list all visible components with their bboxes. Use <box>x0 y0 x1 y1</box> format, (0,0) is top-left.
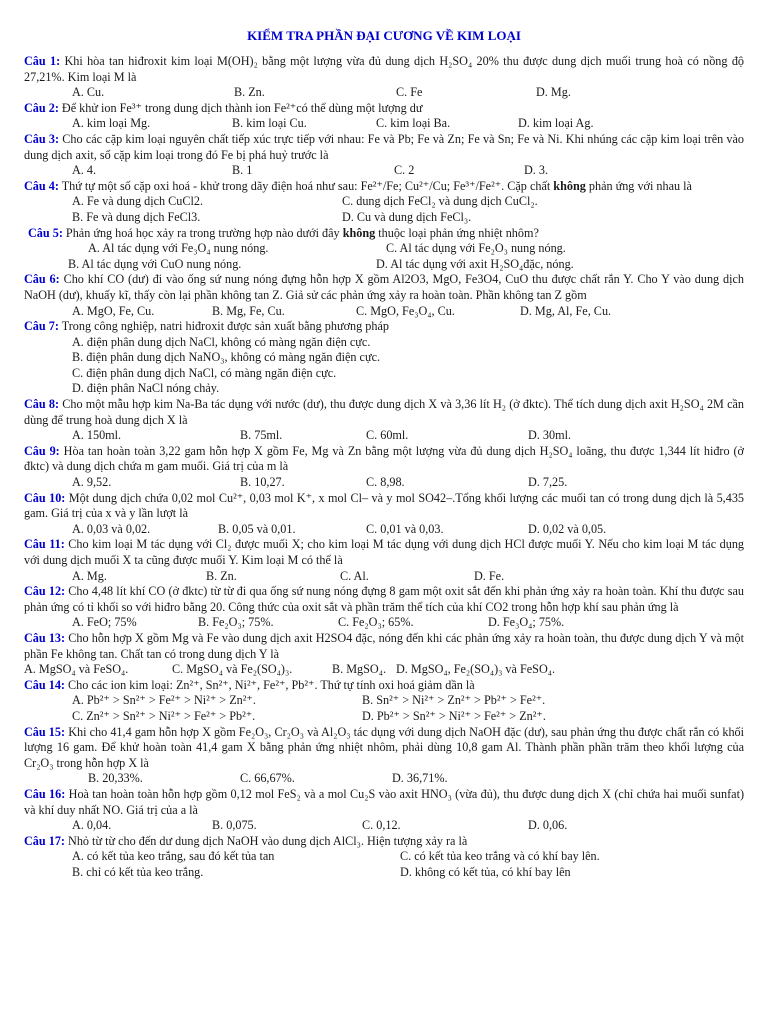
question-number: Câu 6: <box>24 272 60 287</box>
option-b[interactable]: B. Fe và dung dịch FeCl3. <box>72 209 201 224</box>
question-text: Cho hỗn hợp X gồm Mg và Fe vào dung dịch axit H2SO4 đặc, nóng đến khi các phản ứng xảy ra hoàn toàn, thu được dung dịch Y và một phần Fe không tan. Chất tan có trong dung dịch Y là <box>24 630 745 661</box>
option-b[interactable]: B. Sn²⁺ > Ni²⁺ > Zn²⁺ > Pb²⁺ > Fe²⁺. <box>362 693 546 708</box>
answer-options <box>24 304 744 320</box>
question-number: Câu 5: <box>28 225 63 240</box>
question-number: Câu 9: <box>24 443 60 458</box>
answer-options <box>24 194 744 210</box>
option-c[interactable]: C. có kết tủa keo trắng và có khí bay lên. <box>400 849 600 864</box>
answer-options <box>24 709 744 725</box>
question-16 <box>24 787 744 818</box>
option-c[interactable]: C. MgO, Fe₃O₄, Cu. <box>356 303 455 318</box>
question-4 <box>24 179 744 195</box>
option-a[interactable]: A. Cu. <box>72 85 105 100</box>
option-d[interactable]: D. điện phân NaCl nóng chảy. <box>72 381 220 396</box>
option-a[interactable]: A. 9,52. <box>72 475 112 490</box>
question-text: Cho 4,48 lít khí CO (ở đktc) từ từ đi qua ống sứ nung nóng đựng 8 gam một oxit sắt đến khi phản ứng xảy ra hoàn toàn. Khí thu được sau phản ứng có tỉ khối so với hiđro bằng 20. Công thức của oxit sắt và phần trăm thể tích của khí CO2 trong hỗn hợp khí sau phản ứng là <box>24 584 745 614</box>
option-b[interactable]: B. MgSO₄. <box>332 662 387 677</box>
option-d[interactable]: D. MgSO₄, Fe₂(SO₄)₃ và FeSO₄. <box>396 662 556 677</box>
option-a[interactable]: A. 0,03 và 0,02. <box>72 521 151 536</box>
question-13 <box>24 631 744 662</box>
option-b[interactable]: B. 20,33%. <box>88 771 143 786</box>
option-b[interactable]: B. kim loại Cu. <box>232 116 307 131</box>
question-text: Trong công nghiệp, natri hiđroxit được sản xuất bằng phương pháp <box>61 319 389 334</box>
option-b[interactable]: B. Zn. <box>234 85 265 100</box>
option-b[interactable]: B. 0,075. <box>212 818 257 833</box>
question-text: Hoà tan hoàn toàn hỗn hợp gồm 0,12 mol FeS₂ và a mol Cu₂S vào axit HNO₃ (vừa đủ), thu được dung dịch X (chỉ chứa hai muối sunfat) và khí duy nhất NO. Giá trị của a là <box>24 786 745 817</box>
question-text: Cho các cặp kim loại nguyên chất tiếp xúc trực tiếp với nhau: Fe và Pb; Fe và Zn; Fe và Sn; Fe và Ni. Khi nhúng các cặp kim loại trên vào dung dịch axit, số cặp kim loại trong đó Fe bị phá huỷ trước là <box>24 131 745 162</box>
question-text: Hòa tan hoàn toàn 3,22 gam hỗn hợp X gồm Fe, Mg và Zn bằng một lượng vừa đủ dung dịch H₂SO₄ loãng, thu được 1,344 lít hiđro (ở đktc) và dung dịch chứa m gam muối. Giá trị của m là <box>24 443 745 474</box>
answer-options <box>24 615 744 631</box>
option-a[interactable]: A. Al tác dụng với Fe₃O₄ nung nóng. <box>88 241 269 256</box>
question-number: Câu 12: <box>24 584 66 599</box>
option-b[interactable]: B. 10,27. <box>240 475 285 490</box>
question-text: Nhỏ từ từ cho đến dư dung dịch NaOH vào dung dịch AlCl₃. Hiện tượng xảy ra là <box>68 833 468 848</box>
answer-options <box>24 569 744 585</box>
answer-options <box>24 771 744 787</box>
question-number: Câu 16: <box>24 786 66 801</box>
option-b[interactable]: B. 1 <box>232 163 253 178</box>
option-d[interactable]: D. Al tác dụng với axit H₂SO₄đặc, nóng. <box>376 256 574 271</box>
answer-options <box>24 475 744 491</box>
question-text: Một dung dịch chứa 0,02 mol Cu²⁺, 0,03 mol K⁺, x mol Cl– và y mol SO42–.Tổng khối lượng các muối tan có trong dung dịch là 5,435 gam. Giá trị của x và y lần lượt là <box>24 490 745 521</box>
page-title: KIỂM TRA PHẦN ĐẠI CƯƠNG VỀ KIM LOẠI <box>247 28 521 43</box>
question-text: Khi cho 41,4 gam hỗn hợp X gồm Fe₂O₃, Cr₂O₃ và Al₂O₃ tác dụng với dung dịch NaOH đặc (dư), sau phản ứng thu được chất rắn có khối lượng 16 gam. Để khử hoàn toàn 41,4 gam X bằng phản ứng nhiệt nhôm, phải dùng 10,8 gam Al. Thành phần phần trăm theo khối lượng của Cr₂O₃ trong hỗn hợp X là <box>24 724 745 770</box>
option-c[interactable]: C. Fe₂O₃; 65%. <box>338 615 414 630</box>
option-d[interactable]: D. Mg. <box>536 85 571 100</box>
option-c[interactable]: C. Al tác dụng với Fe₂O₃ nung nóng. <box>386 241 566 256</box>
answer-options <box>24 865 744 881</box>
option-c[interactable]: C. điện phân dung dịch NaCl, có màng ngăn điện cực. <box>72 365 337 380</box>
option-c[interactable]: C. 60ml. <box>366 428 409 443</box>
question-8 <box>24 397 744 428</box>
question-number: Câu 3: <box>24 131 60 146</box>
option-a[interactable]: A. MgSO₄ và FeSO₄. <box>24 662 129 677</box>
answer-options <box>24 662 744 678</box>
option-d[interactable]: D. kim loại Ag. <box>518 116 594 131</box>
answer-options <box>24 241 744 257</box>
option-b[interactable]: B. điện phân dung dịch NaNO₃, không có màng ngăn điện cực. <box>72 350 381 365</box>
answer-options <box>24 85 744 101</box>
question-number: Câu 1: <box>24 54 61 68</box>
option-d[interactable]: D. không có kết tủa, có khí bay lên <box>400 864 571 879</box>
question-number: Câu 8: <box>24 397 60 412</box>
option-a[interactable]: A. 150ml. <box>72 428 122 443</box>
option-c[interactable]: C. 66,67%. <box>240 771 295 786</box>
option-d[interactable]: D. 7,25. <box>528 475 568 490</box>
option-c[interactable]: C. Fe <box>396 85 423 100</box>
option-b[interactable]: B. Mg, Fe, Cu. <box>212 303 285 318</box>
option-a[interactable]: A. kim loại Mg. <box>72 116 151 131</box>
option-c[interactable]: C. 2 <box>394 163 415 178</box>
question-number: Câu 15: <box>24 724 66 739</box>
question-6 <box>24 272 744 303</box>
option-d[interactable]: D. Fe. <box>474 568 505 583</box>
option-d[interactable]: D. 0,02 và 0,05. <box>528 521 607 536</box>
option-c[interactable]: C. dung dịch FeCl₂ và dung dịch CuCl₂. <box>342 194 538 209</box>
option-a[interactable]: A. 0,04. <box>72 818 112 833</box>
answer-options <box>24 818 744 834</box>
question-number: Câu 17: <box>24 833 65 848</box>
option-d[interactable]: D. Cu và dung dịch FeCl₃. <box>342 209 472 224</box>
question-number: Câu 2: <box>24 100 59 115</box>
question-text: Cho các ion kim loại: Zn²⁺, Sn²⁺, Ni²⁺, Fe²⁺, Pb²⁺. Thứ tự tính oxi hoá giảm dần là <box>68 677 475 692</box>
question-2 <box>24 101 744 117</box>
option-d[interactable]: D. 0,06. <box>528 818 568 833</box>
question-number: Câu 11: <box>24 537 65 552</box>
question-15 <box>24 725 744 772</box>
option-b[interactable]: B. chỉ có kết tủa keo trắng. <box>72 864 204 879</box>
answer-options <box>24 428 744 444</box>
option-c[interactable]: C. 8,98. <box>366 475 405 490</box>
question-14 <box>24 678 744 694</box>
option-a[interactable]: A. Pb²⁺ > Sn²⁺ > Fe²⁺ > Ni²⁺ > Zn²⁺. <box>72 693 256 708</box>
question-7 <box>24 319 744 335</box>
question-text: Thứ tự một số cặp oxi hoá - khử trong dãy điện hoá như sau: Fe²⁺/Fe; Cu²⁺/Cu; Fe³⁺/Fe²⁺. Cặp chất <box>61 178 554 193</box>
question-text: Cho kim loại M tác dụng với Cl₂ được muối X; cho kim loại M tác dụng với dung dịch HCl được muối Y. Nếu cho kim loại M tác dụng với dung dịch muối X ta cũng được muối Y. Kim loại M có thể là <box>24 537 745 567</box>
question-text-end: thuộc loại phản ứng nhiệt nhôm? <box>375 225 539 240</box>
question-number: Câu 7: <box>24 319 59 334</box>
question-12 <box>24 584 744 615</box>
question-3 <box>24 132 744 163</box>
question-11 <box>24 537 744 568</box>
option-c[interactable]: C. Al. <box>340 568 369 583</box>
option-a[interactable]: A. Fe và dung dịch CuCl2. <box>72 194 204 209</box>
option-d[interactable]: D. 3. <box>524 163 549 178</box>
option-d[interactable]: D. Mg, Al, Fe, Cu. <box>520 303 612 318</box>
question-text: Phản ứng hoá học xảy ra trong trường hợp nào dưới đây <box>65 225 343 240</box>
question-number: Câu 13: <box>24 630 66 645</box>
question-text: Cho khí CO (dư) đi vào ống sứ nung nóng đựng hỗn hợp X gồm Al2O3, MgO, Fe3O4, CuO thu được chất rắn Y. Cho Y vào dung dịch NaOH (dư), khuấy kĩ, thấy còn lại phần không tan Z. Giả sử các phản ứng xảy ra hoàn toàn. Phần không tan Z gồm <box>24 272 744 302</box>
question-text: Cho một mẫu hợp kim Na-Ba tác dụng với nước (dư), thu được dung dịch X và 3,36 lít H₂ (ở đktc). Thể tích dung dịch axit H₂SO₄ 2M cần dùng để trung hoà dung dịch X là <box>24 397 745 427</box>
option-b[interactable]: B. Fe₂O₃; 75%. <box>198 615 274 630</box>
question-number: Câu 4: <box>24 178 59 193</box>
option-c[interactable]: C. 0,12. <box>362 818 401 833</box>
question-9 <box>24 444 744 475</box>
question-text: Để khử ion Fe³⁺ trong dung dịch thành ion Fe²⁺có thể dùng một lượng dư <box>61 100 423 115</box>
emphasis-not: không <box>342 225 376 240</box>
option-d[interactable]: D. 36,71%. <box>392 771 448 786</box>
option-c[interactable]: C. MgSO₄ và Fe₂(SO₄)₃. <box>172 662 293 677</box>
question-10 <box>24 491 744 522</box>
answer-options <box>24 693 744 709</box>
option-b[interactable]: B. Al tác dụng với CuO nung nóng. <box>68 256 242 271</box>
option-d[interactable]: D. 30ml. <box>528 428 571 443</box>
question-5 <box>24 226 744 242</box>
answer-options <box>24 116 744 132</box>
answer-options <box>24 257 744 273</box>
answer-options <box>24 522 744 538</box>
question-text: Khi hòa tan hiđroxit kim loại M(OH)₂ bằng một lượng vừa đủ dung dịch H₂SO₄ 20% thu được dung dịch muối trung hoà có nồng độ 27,21%. Kim loại M là <box>24 54 745 84</box>
answer-options <box>24 849 744 865</box>
option-a[interactable]: A. điện phân dung dịch NaCl, không có màng ngăn điện cực. <box>72 334 371 349</box>
option-d[interactable]: D. Pb²⁺ > Sn²⁺ > Ni²⁺ > Fe²⁺ > Zn²⁺. <box>362 708 546 723</box>
option-c[interactable]: C. Zn²⁺ > Sn²⁺ > Ni²⁺ > Fe²⁺ > Pb²⁺. <box>72 708 256 723</box>
option-b[interactable]: B. 0,05 và 0,01. <box>218 521 296 536</box>
option-a[interactable]: A. MgO, Fe, Cu. <box>72 303 155 318</box>
option-b[interactable]: B. Zn. <box>206 568 237 583</box>
option-c[interactable]: C. kim loại Ba. <box>376 116 451 131</box>
emphasis-not: không <box>553 178 586 193</box>
question-number: Câu 10: <box>24 490 66 505</box>
question-17 <box>24 834 744 850</box>
option-b[interactable]: B. 75ml. <box>240 428 283 443</box>
option-d[interactable]: D. Fe₃O₄; 75%. <box>488 615 565 630</box>
answer-options <box>24 210 744 226</box>
answer-options <box>24 163 744 179</box>
question-text-end: phản ứng với nhau là <box>585 178 692 193</box>
option-a[interactable]: A. FeO; 75% <box>72 615 137 630</box>
option-c[interactable]: C. 0,01 và 0,03. <box>366 521 444 536</box>
question-number: Câu 14: <box>24 677 65 692</box>
option-a[interactable]: A. Mg. <box>72 568 107 583</box>
option-a[interactable]: A. 4. <box>72 163 97 178</box>
option-a[interactable]: A. có kết tủa keo trắng, sau đó kết tủa tan <box>72 849 275 864</box>
question-1 <box>24 54 744 85</box>
